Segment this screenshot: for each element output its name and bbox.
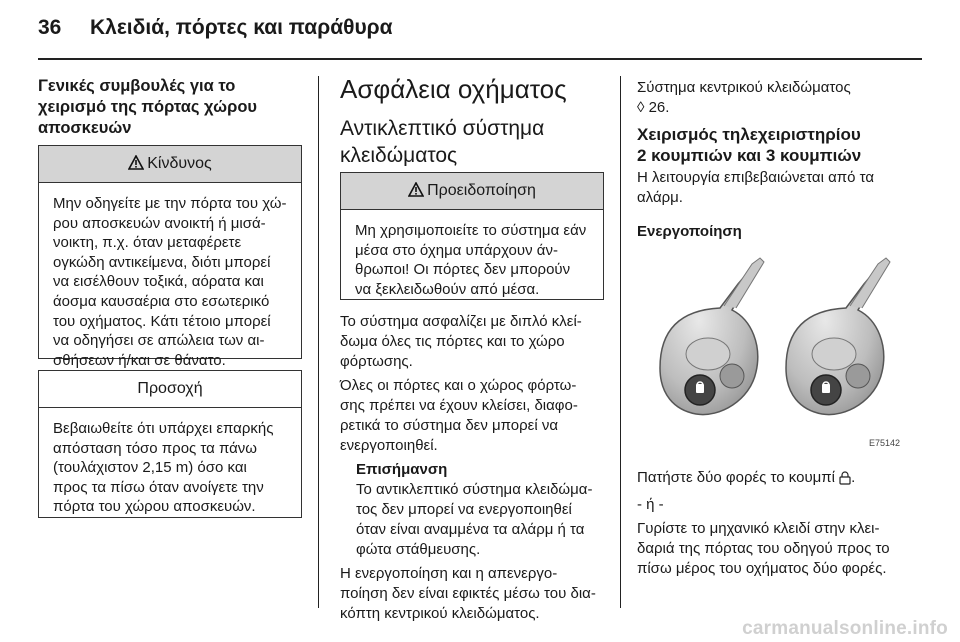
key-fob-right [786, 258, 890, 415]
watermark: carmanualsonline.info [742, 618, 948, 639]
text-line: Γυρίστε το μηχανικό κλειδί στην κλει- [637, 520, 880, 537]
text-line: Πατήστε δύο φορές το κουμπί [637, 469, 835, 486]
text-line: σης πρέπει να έχουν κλείσει, διαφο- [340, 397, 578, 414]
warning-triangle-icon [128, 148, 144, 184]
column-divider-2 [620, 76, 621, 608]
danger-box [38, 145, 302, 369]
warning-box-header [341, 173, 603, 210]
caution-box [38, 370, 302, 518]
danger-box-body [39, 183, 301, 380]
box-line: μέσα στο όχημα υπάρχουν άν- [355, 241, 558, 259]
heading-line: αποσκευών [38, 119, 132, 137]
heading-line: Γενικές συμβουλές για το [38, 77, 236, 95]
warning-box-body [341, 210, 603, 309]
text-line: Η λειτουργία επιβεβαιώνεται από τα [637, 169, 874, 186]
text-line: αλάρμ. [637, 189, 683, 206]
subheading-line: Χειρισμός τηλεχειριστηρίου [637, 125, 861, 144]
box-line: προς τα πίσω όταν ανοίγετε την [53, 478, 264, 496]
text-line: δωμα όλες τις πόρτες και το χώρο [340, 333, 565, 350]
box-line: σθήσεων ή/και σε θάνατο. [53, 351, 226, 369]
warning-box [340, 172, 604, 300]
image-code: E75142 [868, 438, 900, 448]
text-line: Το σύστημα ασφαλίζει με διπλό κλεί- [340, 313, 582, 330]
box-line: να εισέλθουν τοξικά, αόρατα και [53, 273, 264, 291]
col2-text [340, 312, 610, 628]
footer [0, 614, 960, 642]
lock-button-icon [839, 471, 851, 491]
page-ref-link[interactable]: 26. [648, 99, 670, 116]
text-line: κόπτη κεντρικού κλειδώματος. [340, 605, 540, 622]
subheading-line: 2 κουμπιών και 3 κουμπιών [637, 146, 862, 165]
text-line: ενεργοποιηθεί. [340, 437, 438, 454]
header-rule [38, 58, 922, 60]
box-line: να ξεκλειδωθούν από μέσα. [355, 280, 540, 298]
paragraph [340, 312, 610, 372]
box-line: (τουλάχιστον 2,15 m) όσο και [53, 459, 247, 477]
anti-theft-subheading [340, 115, 544, 169]
box-line: άοσμα καυσαέρια στο εσωτερικό [53, 292, 270, 310]
vehicle-security-heading: Ασφάλεια οχήματος [340, 74, 567, 104]
intro-paragraph [637, 168, 917, 208]
text-line: πίσω μέρος του οχήματος δύο φορές. [637, 560, 887, 577]
warning-triangle-icon [408, 175, 424, 211]
danger-box-header [39, 146, 301, 183]
box-line: ρου αποσκευών ανοικτή ή μισά- [53, 214, 266, 232]
heading-line: χειρισμό της πόρτας χώρου [38, 98, 258, 116]
page-ref-arrow-icon: ◊ [637, 99, 645, 116]
after-image-text [637, 468, 922, 579]
box-line: νοικτη, π.χ. όταν μεταφέρετε [53, 234, 242, 252]
text-line: όταν είναι αναμμένα τα αλάρμ ή τα [356, 521, 585, 538]
key-fob-left [660, 258, 764, 415]
box-line: ογκώδη αντικείμενα, διότι μπορεί [53, 253, 271, 271]
note-title: Επισήμανση [356, 461, 448, 478]
text-line: Σύστημα κεντρικού κλειδώματος [637, 79, 851, 96]
caution-box-body [39, 408, 301, 527]
box-line: απόσταση τόσο προς τα πάνω [53, 439, 258, 457]
box-line: να οδηγήσει σε απώλεια των αι- [53, 332, 265, 350]
or-separator: - ή - [637, 496, 664, 513]
text-line: φόρτωσης. [340, 353, 413, 370]
box-line: Μη χρησιμοποιείτε το σύστημα εάν [355, 222, 587, 239]
remote-control-subheading [637, 124, 861, 166]
box-line: πόρτα του χώρου αποσκευών. [53, 498, 256, 516]
text-line: φώτα στάθμευσης. [356, 541, 481, 558]
text-line: ποίηση δεν είναι εφικτές μέσω του δια- [340, 585, 596, 602]
subheading-line: κλειδώματος [340, 144, 458, 167]
central-locking-reference [637, 78, 917, 118]
warning-box-title: Προειδοποίηση [427, 182, 536, 199]
remote-keys-illustration [640, 250, 902, 450]
box-line: του οχήματος. Κάτι τέτοιο μπορεί [53, 312, 271, 330]
box-line: Μην οδηγείτε με την πόρτα του χώ- [53, 195, 287, 212]
activation-label: Ενεργοποίηση [637, 223, 742, 240]
trunk-tips-heading [38, 76, 308, 139]
text-line: Όλες οι πόρτες και ο χώρος φόρτω- [340, 377, 577, 394]
text-line: ρετικά το σύστημα δεν μπορεί να [340, 417, 559, 434]
caution-box-title: Προσοχή [39, 371, 301, 408]
paragraph [340, 376, 610, 456]
page-title: Κλειδιά, πόρτες και παράθυρα [90, 16, 393, 39]
text-line: δαριά της πόρτας του οδηγού προς το [637, 540, 890, 557]
box-line: Βεβαιωθείτε ότι υπάρχει επαρκής [53, 420, 274, 437]
text-line: τος δεν μπορεί να ενεργοποιηθεί [356, 501, 572, 518]
subheading-line: Αντικλεπτικό σύστημα [340, 117, 545, 140]
press-button-instruction: Πατήστε δύο φορές το κουμπί . [637, 468, 922, 491]
column-divider-1 [318, 76, 319, 608]
text-line: Η ενεργοποίηση και η απενεργο- [340, 565, 558, 582]
page-number: 36 [38, 16, 62, 39]
danger-box-title: Κίνδυνος [147, 155, 212, 172]
box-line: θρωποι! Οι πόρτες δεν μπορούν [355, 261, 571, 279]
text-line: Το αντικλεπτικό σύστημα κλειδώμα- [356, 481, 593, 498]
note [340, 460, 610, 560]
